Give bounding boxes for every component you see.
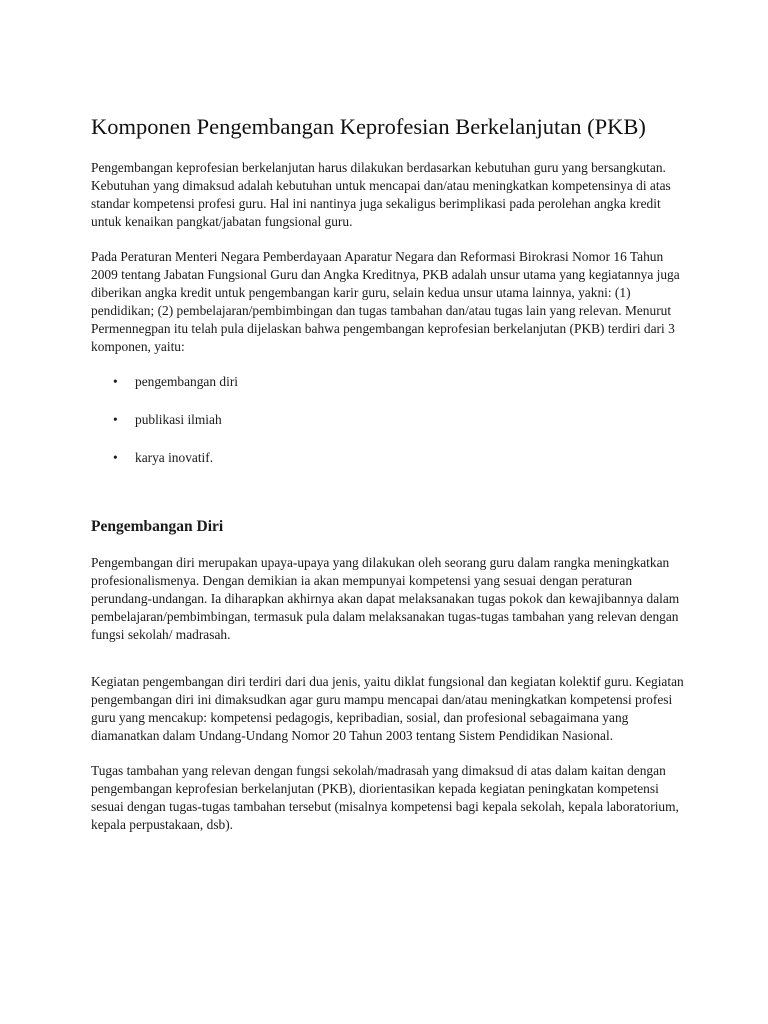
bullet-icon: • [113,374,118,389]
paragraph-spacer [91,661,686,673]
section-heading: Pengembangan Diri [91,518,224,535]
document-title: Komponen Pengembangan Keprofesian Berkelanjutan (PKB) [91,114,646,139]
list-item [91,411,686,429]
list-item [91,373,686,391]
intro-paragraph-2: Pada Peraturan Menteri Negara Pemberdayaan Aparatur Negara dan Reformasi Birokrasi Nomor 16 Tahun 2009 tentang Jabatan Fungsional Guru dan Angka Kreditnya, PKB adalah unsur utama yang kegiatannya juga diberikan angka kredit untuk pengembangan karir guru, selain kedua unsur utama lainnya, yakni: (1) pendidikan; (2) pembelajaran/pembimbingan dan tugas tambahan dan/atau tugas lain yang relevan. Menurut Permennegpan itu telah pula dijelaskan bahwa pengembangan keprofesian berkelanjutan (PKB) terdiri dari 3 komponen, yaitu: [91,249,680,354]
document-page [91,113,686,851]
list-item-text: karya inovatif. [135,450,214,465]
section-paragraph-2: Kegiatan pengembangan diri terdiri dari dua jenis, yaitu diklat fungsional dan kegiatan kolektif guru. Kegiatan pengembangan diri ini dimaksudkan agar guru mampu mencapai dan/atau meningkatkan kompetensi profesi guru yang mencakup: kompetensi pedagogis, kepribadian, sosial, dan profesional sebagaimana yang diamanatkan dalam Undang-Undang Nomor 20 Tahun 2003 tentang Sistem Pendidikan Nasional. [91,674,684,743]
list-item-text: publikasi ilmiah [135,412,222,427]
intro-paragraph-1: Pengembangan keprofesian berkelanjutan harus dilakukan berdasarkan kebutuhan guru yang bersangkutan. Kebutuhan yang dimaksud adalah kebutuhan untuk mencapai dan/atau meningkatkan kompetensinya di atas standar kompetensi profesi guru. Hal ini nantinya juga sekaligus berimplikasi pada perolehan angka kredit untuk kenaikan pangkat/jabatan fungsional guru. [91,160,671,229]
section-paragraph-3: Tugas tambahan yang relevan dengan fungsi sekolah/madrasah yang dimaksud di atas dalam kaitan dengan pengembangan keprofesian berkelanjutan (PKB), diorientasikan kepada kegiatan peningkatan kompetensi sesuai dengan tugas-tugas tambahan tersebut (misalnya kompetensi bagi kepala sekolah, kepala laboratorium, kepala perpustakaan, dsb). [91,763,679,832]
section-paragraph-1: Pengembangan diri merupakan upaya-upaya yang dilakukan oleh seorang guru dalam rangka meningkatkan profesionalismenya. Dengan demikian ia akan mempunyai kompetensi yang sesuai dengan peraturan perundang-undangan. Ia diharapkan akhirnya akan dapat melaksanakan tugas pokok dan kewajibannya dalam pembelajaran/pembimbingan, termasuk pula dalam melaksanakan tugas-tugas tambahan yang relevan dengan fungsi sekolah/ madrasah. [91,555,680,642]
list-item [91,449,686,467]
components-list [91,373,686,467]
bullet-icon: • [113,450,118,465]
bullet-icon: • [113,412,118,427]
list-item-text: pengembangan diri [135,374,238,389]
